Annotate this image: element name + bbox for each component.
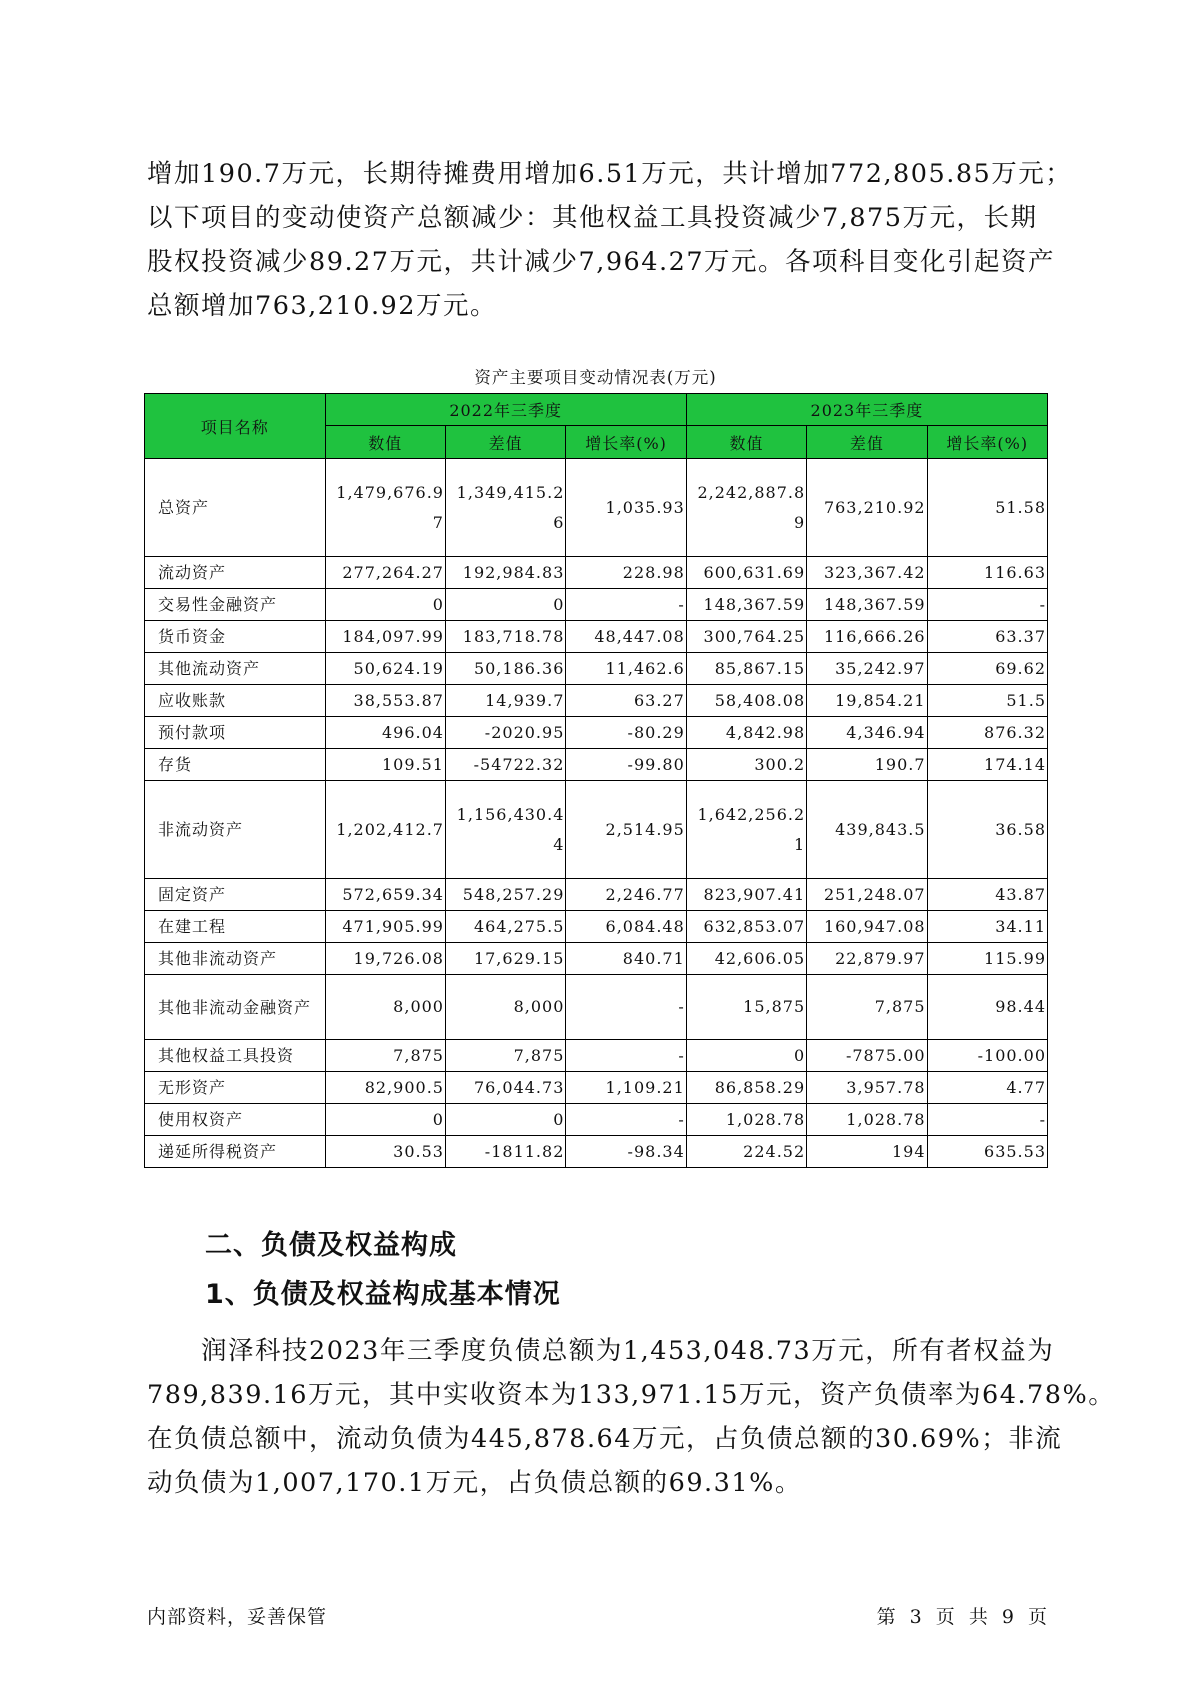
table-row: [145, 1104, 1048, 1136]
cell-v22: 0: [325, 1104, 445, 1136]
table-row: [145, 943, 1048, 975]
cell-d23: 251,248.07: [807, 879, 927, 911]
intro-line: 增加190.7万元，长期待摊费用增加6.51万元，共计增加772,805.85万元；: [147, 159, 1073, 189]
cell-d22: -1811.82: [445, 1136, 565, 1168]
liability-line: 在负债总额中，流动负债为445,878.64万元，占负债总额的30.69%；非流: [147, 1424, 1063, 1454]
cell-r22: -: [566, 589, 686, 621]
table-row: [145, 975, 1048, 1040]
cell-v22: 19,726.08: [325, 943, 445, 975]
cell-v23: 823,907.41: [686, 879, 806, 911]
cell-d23: -7875.00: [807, 1040, 927, 1072]
footer-confidential-note: 内部资料，妥善保管: [147, 1606, 328, 1628]
row-item-name: 无形资产: [145, 1072, 326, 1104]
header-diff-2022: 差值: [445, 426, 565, 459]
cell-d22: 1,156,430.44: [445, 781, 565, 879]
header-item-name: 项目名称: [145, 394, 326, 459]
table-row: [145, 879, 1048, 911]
cell-v22: 572,659.34: [325, 879, 445, 911]
cell-v23: 86,858.29: [686, 1072, 806, 1104]
cell-r22: 1,035.93: [566, 459, 686, 557]
cell-r23: 174.14: [927, 749, 1047, 781]
table-row: [145, 1136, 1048, 1168]
cell-v22: 82,900.5: [325, 1072, 445, 1104]
table-row: [145, 557, 1048, 589]
intro-line: 总额增加763,210.92万元。: [147, 291, 498, 321]
cell-d23: 763,210.92: [807, 459, 927, 557]
cell-r23: 876.32: [927, 717, 1047, 749]
cell-r22: -80.29: [566, 717, 686, 749]
cell-d22: 0: [445, 589, 565, 621]
cell-d22: 464,275.5: [445, 911, 565, 943]
cell-r23: 43.87: [927, 879, 1047, 911]
cell-r22: -: [566, 1104, 686, 1136]
liability-line: 润泽科技2023年三季度负债总额为1,453,048.73万元，所有者权益为: [201, 1336, 1055, 1366]
table-row: [145, 653, 1048, 685]
intro-line: 股权投资减少89.27万元，共计减少7,964.27万元。各项科目变化引起资产: [147, 247, 1056, 277]
cell-v22: 50,624.19: [325, 653, 445, 685]
cell-v22: 0: [325, 589, 445, 621]
cell-d22: 192,984.83: [445, 557, 565, 589]
header-value-2023: 数值: [686, 426, 806, 459]
cell-r23: 34.11: [927, 911, 1047, 943]
cell-v23: 58,408.08: [686, 685, 806, 717]
cell-r23: 115.99: [927, 943, 1047, 975]
cell-d23: 3,957.78: [807, 1072, 927, 1104]
cell-d23: 1,028.78: [807, 1104, 927, 1136]
cell-r22: -98.34: [566, 1136, 686, 1168]
header-rate-2022: 增长率(%): [566, 426, 686, 459]
row-item-name: 流动资产: [145, 557, 326, 589]
cell-r23: 69.62: [927, 653, 1047, 685]
table-row: [145, 781, 1048, 879]
cell-d22: 7,875: [445, 1040, 565, 1072]
cell-r23: 98.44: [927, 975, 1047, 1040]
cell-v23: 0: [686, 1040, 806, 1072]
table-row: [145, 459, 1048, 557]
row-item-name: 其他权益工具投资: [145, 1040, 326, 1072]
row-item-name: 存货: [145, 749, 326, 781]
cell-r22: 228.98: [566, 557, 686, 589]
cell-d23: 194: [807, 1136, 927, 1168]
row-item-name: 在建工程: [145, 911, 326, 943]
cell-d23: 160,947.08: [807, 911, 927, 943]
table-row: [145, 621, 1048, 653]
cell-v23: 300.2: [686, 749, 806, 781]
cell-v23: 4,842.98: [686, 717, 806, 749]
cell-v23: 148,367.59: [686, 589, 806, 621]
cell-v23: 42,606.05: [686, 943, 806, 975]
cell-r22: 63.27: [566, 685, 686, 717]
cell-v22: 1,202,412.7: [325, 781, 445, 879]
cell-v23: 85,867.15: [686, 653, 806, 685]
cell-d22: 14,939.7: [445, 685, 565, 717]
cell-v23: 600,631.69: [686, 557, 806, 589]
cell-d23: 35,242.97: [807, 653, 927, 685]
cell-r22: 48,447.08: [566, 621, 686, 653]
row-item-name: 应收账款: [145, 685, 326, 717]
cell-v23: 1,028.78: [686, 1104, 806, 1136]
cell-v22: 7,875: [325, 1040, 445, 1072]
cell-r23: 36.58: [927, 781, 1047, 879]
cell-r22: -99.80: [566, 749, 686, 781]
cell-d23: 148,367.59: [807, 589, 927, 621]
row-item-name: 递延所得税资产: [145, 1136, 326, 1168]
cell-v23: 224.52: [686, 1136, 806, 1168]
liability-line: 789,839.16万元，其中实收资本为133,971.15万元，资产负债率为64.78%。: [147, 1380, 1116, 1410]
table-row: [145, 717, 1048, 749]
cell-d23: 19,854.21: [807, 685, 927, 717]
cell-r23: 51.58: [927, 459, 1047, 557]
cell-r22: -: [566, 1040, 686, 1072]
cell-r22: 1,109.21: [566, 1072, 686, 1104]
row-item-name: 固定资产: [145, 879, 326, 911]
cell-v23: 2,242,887.89: [686, 459, 806, 557]
cell-d22: 17,629.15: [445, 943, 565, 975]
cell-d23: 323,367.42: [807, 557, 927, 589]
row-item-name: 非流动资产: [145, 781, 326, 879]
cell-v23: 632,853.07: [686, 911, 806, 943]
cell-r23: -: [927, 1104, 1047, 1136]
cell-d22: 548,257.29: [445, 879, 565, 911]
cell-r23: 635.53: [927, 1136, 1047, 1168]
row-item-name: 总资产: [145, 459, 326, 557]
cell-d23: 190.7: [807, 749, 927, 781]
cell-r23: 51.5: [927, 685, 1047, 717]
row-item-name: 使用权资产: [145, 1104, 326, 1136]
asset-change-table: [144, 393, 1048, 1168]
cell-r22: 2,246.77: [566, 879, 686, 911]
row-item-name: 交易性金融资产: [145, 589, 326, 621]
cell-v22: 30.53: [325, 1136, 445, 1168]
cell-v23: 300,764.25: [686, 621, 806, 653]
cell-v23: 1,642,256.21: [686, 781, 806, 879]
cell-r23: -100.00: [927, 1040, 1047, 1072]
cell-r23: 63.37: [927, 621, 1047, 653]
row-item-name: 其他非流动资产: [145, 943, 326, 975]
row-item-name: 货币资金: [145, 621, 326, 653]
cell-r22: -: [566, 975, 686, 1040]
liability-line: 动负债为1,007,170.1万元，占负债总额的69.31%。: [147, 1468, 802, 1498]
row-item-name: 其他流动资产: [145, 653, 326, 685]
cell-d23: 22,879.97: [807, 943, 927, 975]
cell-d22: 8,000: [445, 975, 565, 1040]
sub-heading: 1、负债及权益构成基本情况: [205, 1279, 561, 1310]
intro-line: 以下项目的变动使资产总额减少：其他权益工具投资减少7,875万元，长期: [147, 203, 1038, 233]
row-item-name: 预付款项: [145, 717, 326, 749]
cell-r23: 4.77: [927, 1072, 1047, 1104]
cell-v22: 471,905.99: [325, 911, 445, 943]
cell-d22: 1,349,415.26: [445, 459, 565, 557]
cell-r22: 6,084.48: [566, 911, 686, 943]
table-row: [145, 589, 1048, 621]
cell-d22: 0: [445, 1104, 565, 1136]
table-row: [145, 749, 1048, 781]
cell-d22: 50,186.36: [445, 653, 565, 685]
section-heading: 二、负债及权益构成: [205, 1230, 457, 1261]
table-caption: 资产主要项目变动情况表(万元): [474, 368, 717, 387]
cell-v22: 8,000: [325, 975, 445, 1040]
cell-v22: 184,097.99: [325, 621, 445, 653]
table-row: [145, 1040, 1048, 1072]
cell-d23: 7,875: [807, 975, 927, 1040]
footer-page-number: 第 3 页 共 9 页: [876, 1606, 1048, 1628]
header-rate-2023: 增长率(%): [927, 426, 1047, 459]
cell-d22: -2020.95: [445, 717, 565, 749]
table-row: [145, 1072, 1048, 1104]
cell-d22: -54722.32: [445, 749, 565, 781]
cell-d22: 183,718.78: [445, 621, 565, 653]
header-value-2022: 数值: [325, 426, 445, 459]
liability-paragraph: [147, 1329, 1116, 1505]
cell-v22: 109.51: [325, 749, 445, 781]
header-diff-2023: 差值: [807, 426, 927, 459]
cell-d23: 439,843.5: [807, 781, 927, 879]
cell-v22: 277,264.27: [325, 557, 445, 589]
cell-r23: 116.63: [927, 557, 1047, 589]
header-group-2022: 2022年三季度: [325, 394, 686, 426]
row-item-name: 其他非流动金融资产: [145, 975, 326, 1040]
table-row: [145, 911, 1048, 943]
table-row: [145, 685, 1048, 717]
cell-r23: -: [927, 589, 1047, 621]
cell-d22: 76,044.73: [445, 1072, 565, 1104]
cell-v22: 1,479,676.97: [325, 459, 445, 557]
cell-d23: 4,346.94: [807, 717, 927, 749]
cell-r22: 840.71: [566, 943, 686, 975]
cell-v22: 38,553.87: [325, 685, 445, 717]
cell-r22: 2,514.95: [566, 781, 686, 879]
header-group-2023: 2023年三季度: [686, 394, 1047, 426]
cell-r22: 11,462.6: [566, 653, 686, 685]
cell-v23: 15,875: [686, 975, 806, 1040]
intro-paragraph: [147, 152, 1073, 328]
cell-d23: 116,666.26: [807, 621, 927, 653]
cell-v22: 496.04: [325, 717, 445, 749]
